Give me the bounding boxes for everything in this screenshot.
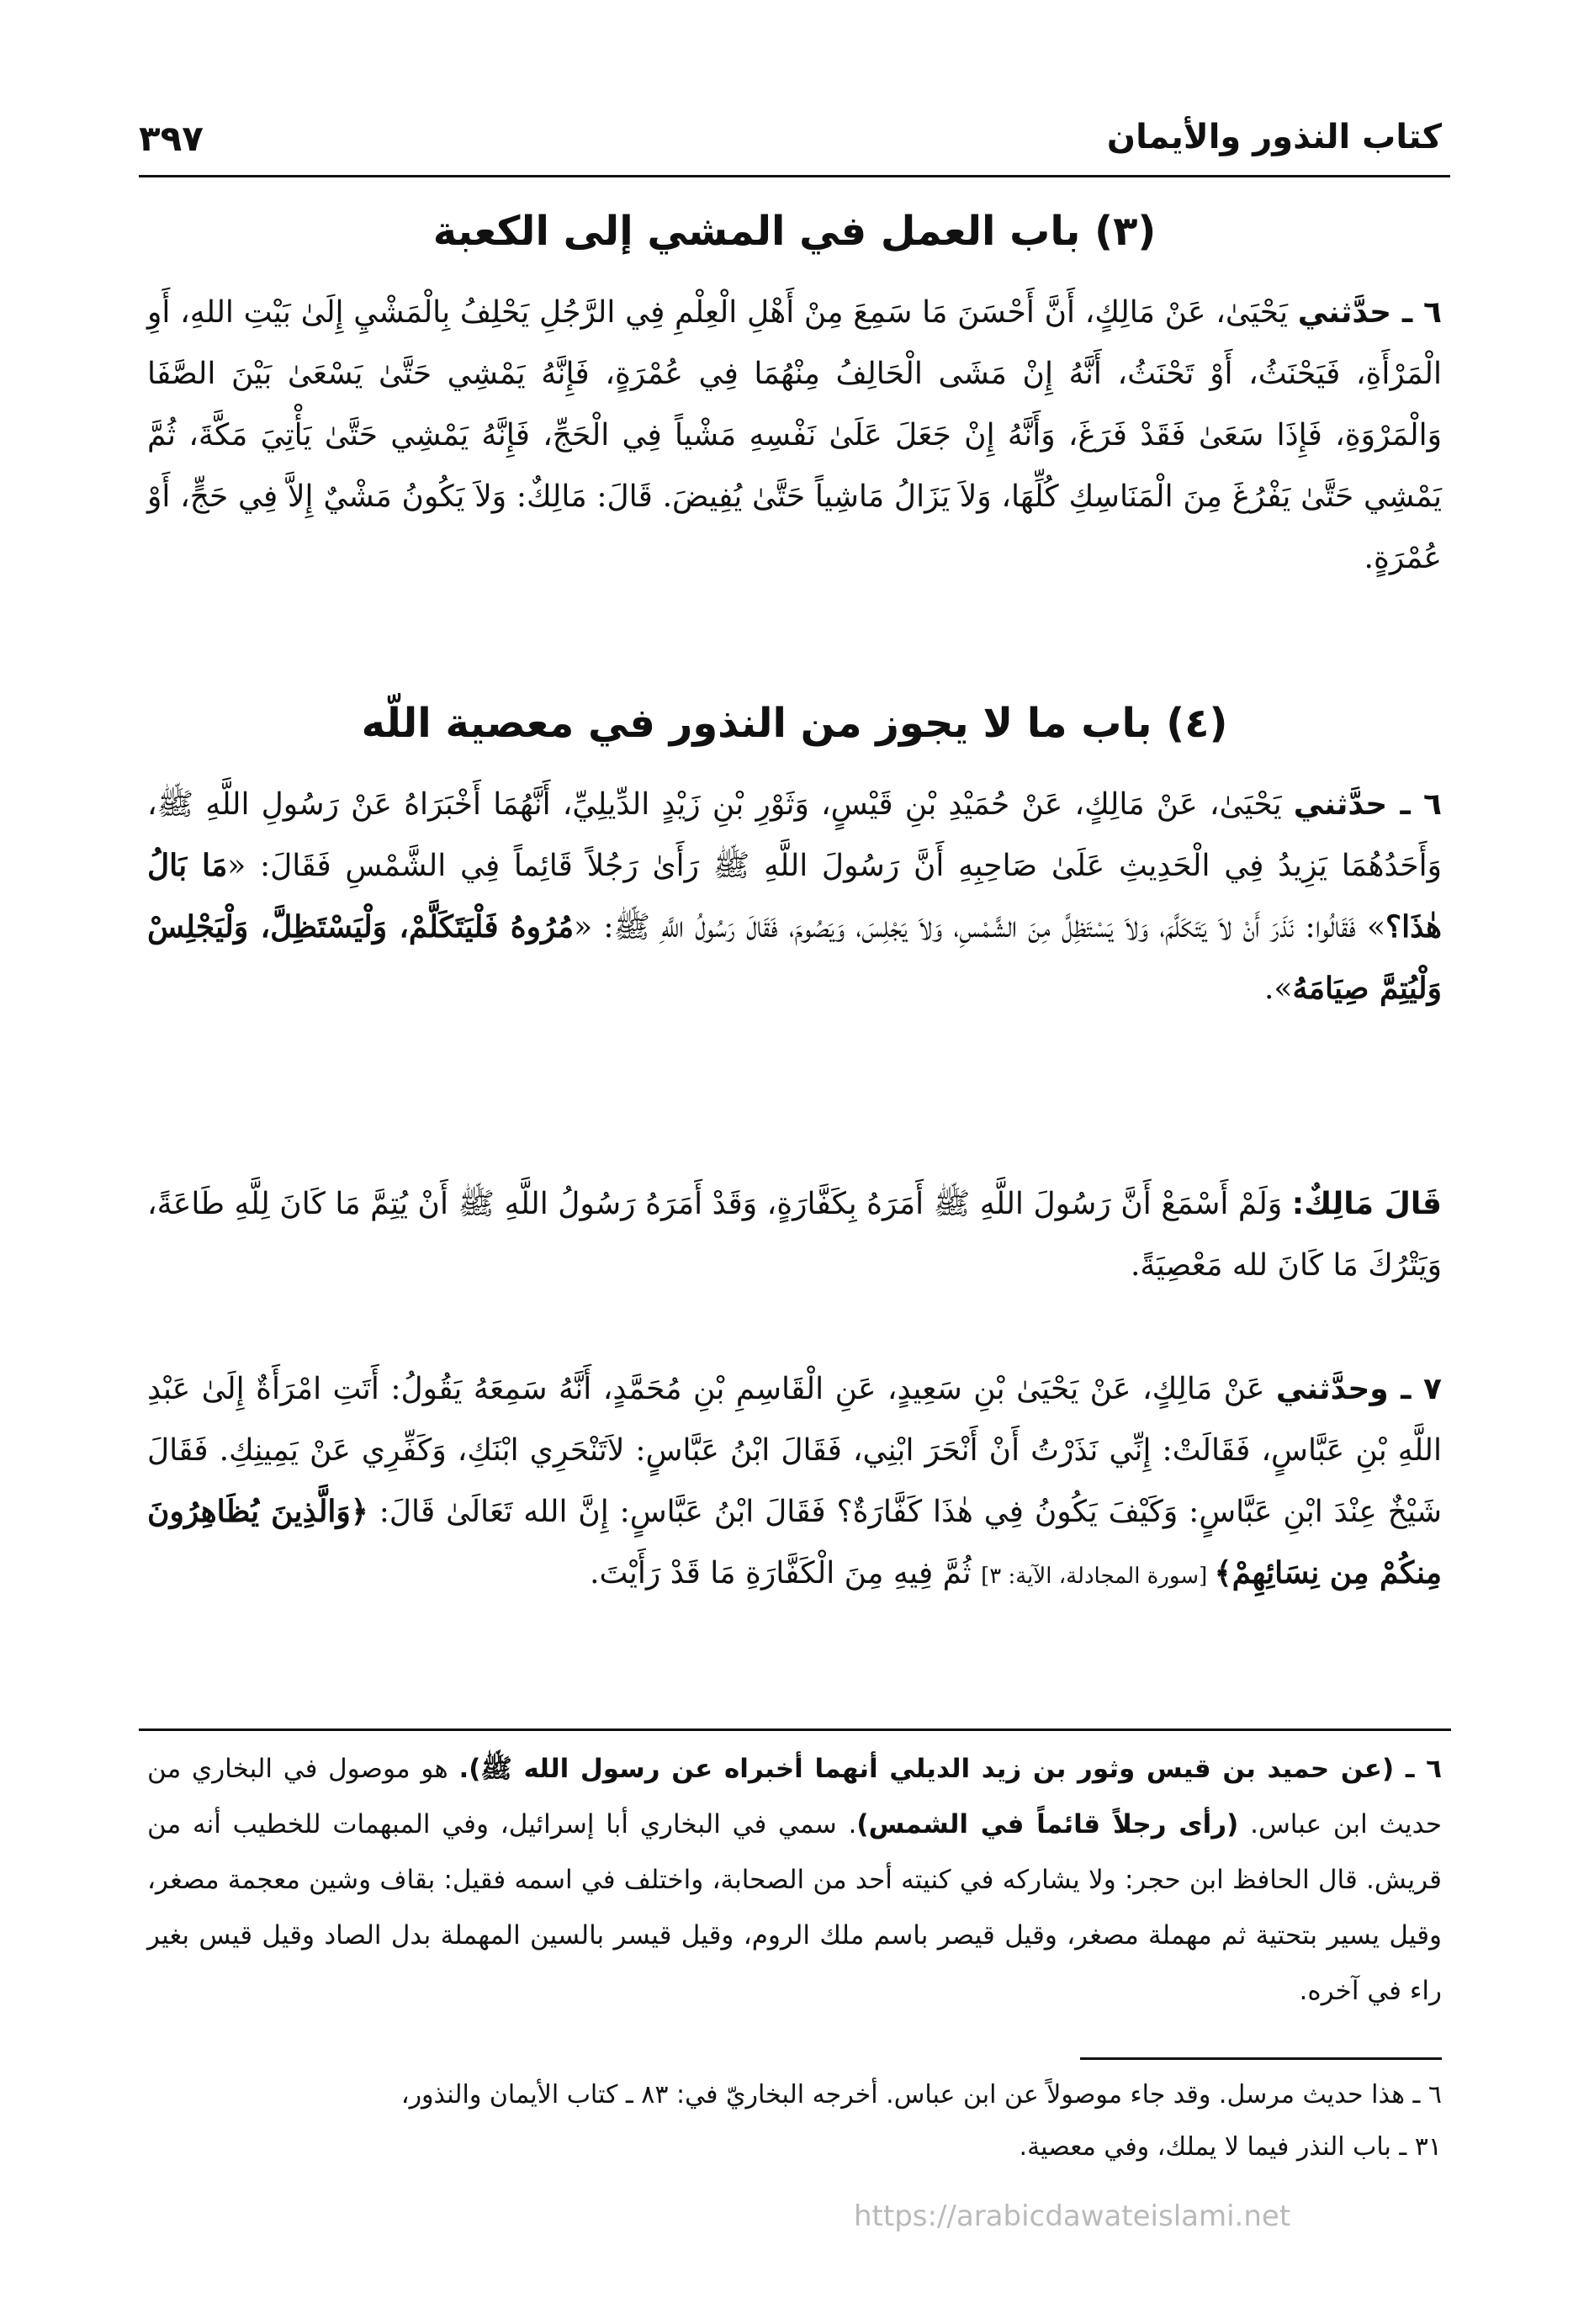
commentary-block <box>147 1741 1442 2019</box>
hadith-6b-paragraph <box>147 774 1442 1019</box>
quran-verse: ﴿وَالَّذِينَ يُظَاهِرُونَ مِنكُمْ مِن نِسَائِهِمْ﴾ <box>147 1494 1442 1591</box>
hadith-6b-bold-b: مُرُوهُ فَلْيَتَكَلَّمْ، وَلْيَسْتَظِلَّ، وَلْيَجْلِسْ وَلْيُتِمَّ صِيَامَهُ <box>147 909 1442 1006</box>
chapter-4-title: (٤) باب ما لا يجوز من النذور في معصية اللّه <box>361 700 1228 747</box>
footnote-line-1: ٦ ـ هذا حديث مرسل. وقد جاء موصولاً عن ابن عباس. أخرجه البخاريّ في: ٨٣ ـ كتاب الأيمان والنذور، <box>400 2080 1442 2110</box>
surah-reference: [سورة المجادلة، الآية: ٣] <box>981 1564 1215 1589</box>
hadith-7-lead: ٧ ـ وحدَّثني <box>1275 1372 1442 1406</box>
hadith-7-text-b: ثُمَّ فِيهِ مِنَ الْكَفَّارَةِ مَا قَدْ رَأَيْتَ. <box>590 1556 982 1591</box>
header-rule <box>139 175 1450 177</box>
hadith-6b-lead: ٦ ـ حدَّثني <box>1293 787 1442 822</box>
watermark-url: https://arabicdawateislami.net <box>854 2200 1291 2233</box>
malik-saying-text: وَلَمْ أَسْمَعْ أَنَّ رَسُولَ اللَّهِ ﷺ أَمَرَهُ بِكَفَّارَةٍ، وَقَدْ أَمَرَهُ رَسُولُ اللَّهِ ﷺ أَنْ يُتِمَّ مَا كَانَ لِلَّهِ طَاعَةً، وَيَتْرُكَ مَا كَانَ لله مَعْصِيَةً. <box>147 1187 1442 1283</box>
malik-saying-lead: قَالَ مَالِكٌ: <box>1291 1187 1442 1221</box>
footnote-divider <box>1080 2057 1442 2060</box>
hadith-6b-bold-a: مَا بَالُ هٰذَا؟ <box>147 848 1442 945</box>
hadith-6b-text-c: ». <box>1263 971 1293 1006</box>
commentary-bold-a: ٦ ـ (عن حميد بن قيس وثور بن زيد الديلي أنهما أخبراه عن رسول الله ﷺ). <box>458 1754 1442 1784</box>
running-title: كتاب النذور والأيمان <box>1106 118 1442 156</box>
hadith-6b-text-a: يَحْيَىٰ، عَنْ مَالِكٍ، عَنْ حُمَيْدِ بْنِ قَيْسٍ، وَثَوْرِ بْنِ زَيْدٍ الدِّيلِيِّ، أَنَّهُمَا أَخْبَرَاهُ عَنْ رَسُولِ اللَّهِ ﷺ، وَأَحَدُهُمَا يَزِيدُ فِي الْحَدِيثِ عَلَىٰ صَاحِبِهِ أَنَّ رَسُولَ اللَّهِ ﷺ رَأَىٰ رَجُلاً قَائِماً فِي الشَّمْسِ فَقَالَ: « <box>147 787 1442 883</box>
page-number: ٣٩٧ <box>139 118 204 159</box>
malik-saying-paragraph <box>147 1173 1442 1296</box>
hadith-6-text: يَحْيَىٰ، عَنْ مَالِكٍ، أَنَّ أَحْسَنَ مَا سَمِعَ مِنْ أَهْلِ الْعِلْمِ فِي الرَّجُلِ يَحْلِفُ بِالْمَشْيِ إِلَىٰ بَيْتِ اللهِ، أَوِ الْمَرْأَةِ، فَيَحْنَثُ، أَوْ تَحْنَثُ، أَنَّهُ إِنْ مَشَى الْحَالِفُ مِنْهُمَا فِي عُمْرَةٍ، فَإِنَّهُ يَمْشِي حَتَّىٰ يَسْعَىٰ بَيْنَ الصَّفَا وَالْمَرْوَةِ، فَإِذَا سَعَىٰ فَقَدْ فَرَغَ، وَأَنَّهُ إِنْ جَعَلَ عَلَىٰ نَفْسِهِ مَشْياً فِي الْحَجِّ، فَإِنَّهُ يَمْشِي حَتَّىٰ يَأْتِيَ مَكَّةَ، ثُمَّ يَمْشِي حَتَّىٰ يَفْرُغَ مِنَ الْمَنَاسِكِ كُلِّهَا، وَلاَ يَزَالُ مَاشِياً حَتَّىٰ يُفِيضَ. قَالَ: مَالِكٌ: وَلاَ يَكُونُ مَشْيٌ إِلاَّ فِي حَجٍّ، أَوْ عُمْرَةٍ. <box>147 295 1442 575</box>
commentary-text-a: هو موصول في البخاري من حديث ابن عباس. <box>147 1754 1443 1840</box>
commentary-text-b: . سمي في البخاري أبا إسرائيل، وفي المبهمات للخطيب أنه من قريش. قال الحافظ ابن حجر: ولا يشاركه في كنيته أحد من الصحابة، واختلف في اسمه فقيل: بقاف وشين معجمة مصغر، وقيل يسير بتحتية ثم مهملة مصغر، وقيل قيصر باسم ملك الروم، وقيل قيسر بالسين المهملة بدل الصاد وقيل قيس بغير راء في آخره. <box>147 1809 1442 2006</box>
hadith-6-paragraph <box>147 282 1442 589</box>
footnote-line-2: ٣١ ـ باب النذر فيما لا يملك، وفي معصية. <box>1019 2132 1442 2162</box>
hadith-6b-text-b: » فَقَالُوا: نَذَرَ أَنْ لاَ يَتَكَلَّمَ، وَلاَ يَسْتَظِلَّ مِنَ الشَّمْسِ، وَلاَ يَجْلِسَ، وَيَصُومَ، فَقَالَ رَسُولُ اللَّهِ ﷺ: « <box>574 910 1385 945</box>
commentary-divider <box>139 1728 1451 1731</box>
chapter-3-title: (٣) باب العمل في المشي إلى الكعبة <box>432 208 1157 255</box>
footnote-block <box>147 2069 1442 2173</box>
hadith-7-text-a: عَنْ مَالِكٍ، عَنْ يَحْيَىٰ بْنِ سَعِيدٍ، عَنِ الْقَاسِمِ بْنِ مُحَمَّدٍ، أَنَّهُ سَمِعَهُ يَقُولُ: أَتَتِ امْرَأَةٌ إِلَىٰ عَبْدِ اللَّهِ بْنِ عَبَّاسٍ، فَقَالَتْ: إِنِّي نَذَرْتُ أَنْ أَنْحَرَ ابْنِي، فَقَالَ ابْنُ عَبَّاسٍ: لاَتَنْحَرِي ابْنَكِ، وَكَفِّرِي عَنْ يَمِينِكِ. فَقَالَ شَيْخٌ عِنْدَ ابْنِ عَبَّاسٍ: وَكَيْفَ يَكُونُ فِي هٰذَا كَفَّارَةٌ؟ فَقَالَ ابْنُ عَبَّاسٍ: إِنَّ الله تَعَالَىٰ قَالَ: <box>147 1372 1442 1529</box>
commentary-bold-b: (رأى رجلاً قائماً في الشمس) <box>856 1809 1239 1840</box>
hadith-6-lead: ٦ ـ حدَّثني <box>1297 295 1442 330</box>
hadith-7-paragraph <box>147 1358 1442 1607</box>
